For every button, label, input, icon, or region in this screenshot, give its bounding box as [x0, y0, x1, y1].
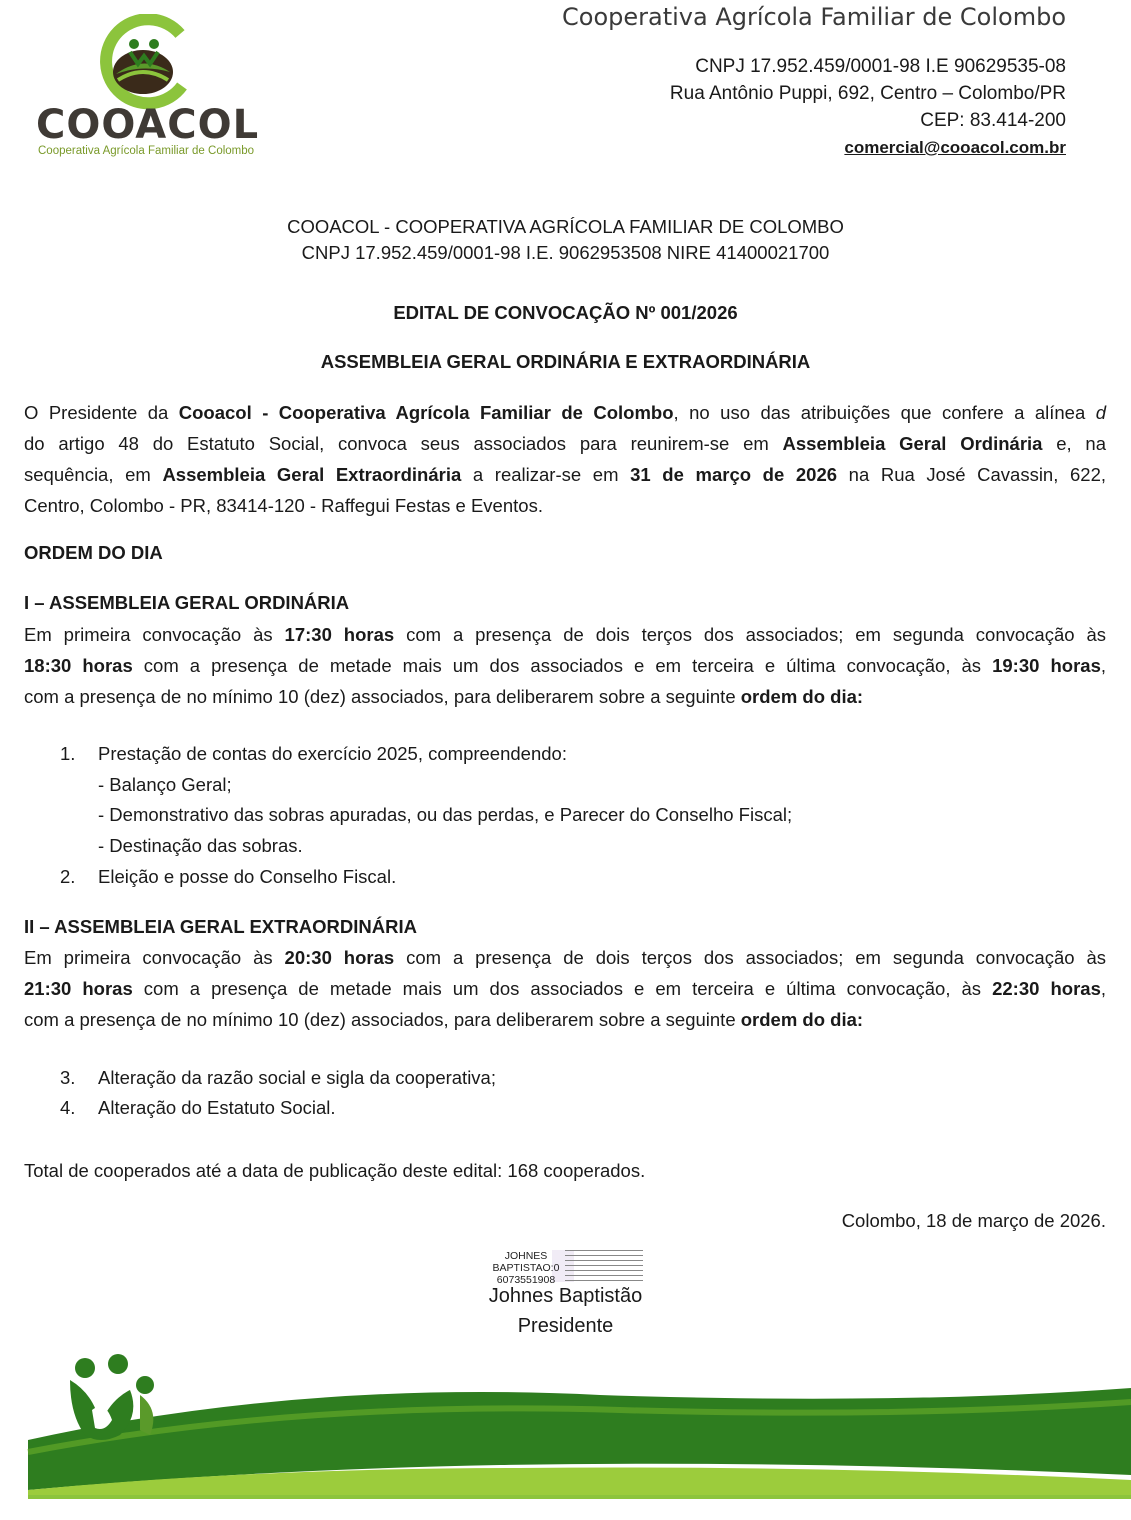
- cooacol-logo: [30, 14, 270, 164]
- ago-heading: I – ASSEMBLEIA GERAL ORDINÁRIA: [24, 592, 350, 613]
- footer-decoration: [0, 1340, 1131, 1515]
- list-item-number: 1.: [60, 743, 76, 764]
- list-item-number: 2.: [60, 866, 76, 887]
- total-cooperados: Total de cooperados até a data de publicação deste edital: 168 cooperados.: [24, 1160, 646, 1181]
- list-item: - Demonstrativo das sobras apuradas, ou das perdas, e Parecer do Conselho Fiscal;: [98, 804, 793, 825]
- list-item: Alteração do Estatuto Social.: [98, 1097, 336, 1118]
- footer-wave-icon: [0, 1340, 1131, 1515]
- ago-paragraph: Em primeira convocação às 17:30 horas com a presença de dois terços dos associados; em segunda convocação às 18:30 horas com a presença de metade mais um dos associados e em terceira e última convocação, às 19:30 horas, com a presença de no mínimo 10 (dez) associados, para deliberarem sobre a seguinte ordem do dia:: [24, 624, 1106, 707]
- place-date: Colombo, 18 de março de 2026.: [841, 1210, 1106, 1231]
- list-item: Alteração da razão social e sigla da cooperativa;: [98, 1067, 496, 1088]
- document-title: EDITAL DE CONVOCAÇÃO Nº 001/2026: [393, 302, 738, 323]
- doc-header-line2: CNPJ 17.952.459/0001-98 I.E. 9062953508 NIRE 41400021700: [301, 242, 830, 263]
- age-heading: II – ASSEMBLEIA GERAL EXTRAORDINÁRIA: [24, 916, 417, 937]
- org-name: Cooperativa Agrícola Familiar de Colombo: [562, 3, 1066, 31]
- logo-wordmark: COOACOL: [36, 102, 260, 148]
- list-item: Eleição e posse do Conselho Fiscal.: [98, 866, 397, 887]
- age-paragraph: Em primeira convocação às 20:30 horas com a presença de dois terços dos associados; em segunda convocação às 21:30 horas com a presença de metade mais um dos associados e em terceira e última convocação, às 22:30 horas, com a presença de no mínimo 10 (dez) associados, para deliberarem sobre a seguinte ordem do dia:: [24, 947, 1106, 1030]
- intro-paragraph: O Presidente da Cooacol - Cooperativa Agrícola Familiar de Colombo, no uso das atribuições que confere a alínea d do artigo 48 do Estatuto Social, convoca seus associados para reunirem-se em Assembleia Geral Ordinária e, na sequência, em Assembleia Geral Extraordinária a realizar-se em 31 de março de 2026 na Rua José Cavassin, 622, Centro, Colombo - PR, 83414-120 - Raffegui Festas e Eventos.: [24, 402, 1106, 516]
- org-cep: CEP: 83.414-200: [920, 110, 1066, 131]
- org-cnpj-ie: CNPJ 17.952.459/0001-98 I.E 90629535-08: [695, 56, 1066, 77]
- list-item: Prestação de contas do exercício 2025, compreendendo:: [98, 743, 567, 764]
- logo-subtitle: Cooperativa Agrícola Familiar de Colombo: [38, 145, 255, 157]
- list-item-number: 3.: [60, 1067, 76, 1088]
- ordem-do-dia-heading: ORDEM DO DIA: [24, 542, 163, 563]
- signer-name: Johnes Baptistão: [488, 1285, 643, 1307]
- signer-role: Presidente: [517, 1315, 614, 1337]
- logo-emblem-icon: [30, 14, 270, 114]
- list-item: - Balanço Geral;: [98, 774, 232, 795]
- list-item: - Destinação das sobras.: [98, 835, 303, 856]
- signature-stamp-name: JOHNES BAPTISTAO:0 6073551908: [492, 1250, 560, 1286]
- document-subtitle: ASSEMBLEIA GERAL ORDINÁRIA E EXTRAORDINÁRIA: [320, 351, 811, 372]
- org-address: Rua Antônio Puppi, 692, Centro – Colombo/PR: [669, 83, 1066, 104]
- list-item-number: 4.: [60, 1097, 76, 1118]
- signature-stamp-details: [565, 1250, 645, 1284]
- org-email-link[interactable]: comercial@cooacol.com.br: [844, 138, 1066, 157]
- doc-header-line1: COOACOL - COOPERATIVA AGRÍCOLA FAMILIAR DE COLOMBO: [287, 216, 844, 237]
